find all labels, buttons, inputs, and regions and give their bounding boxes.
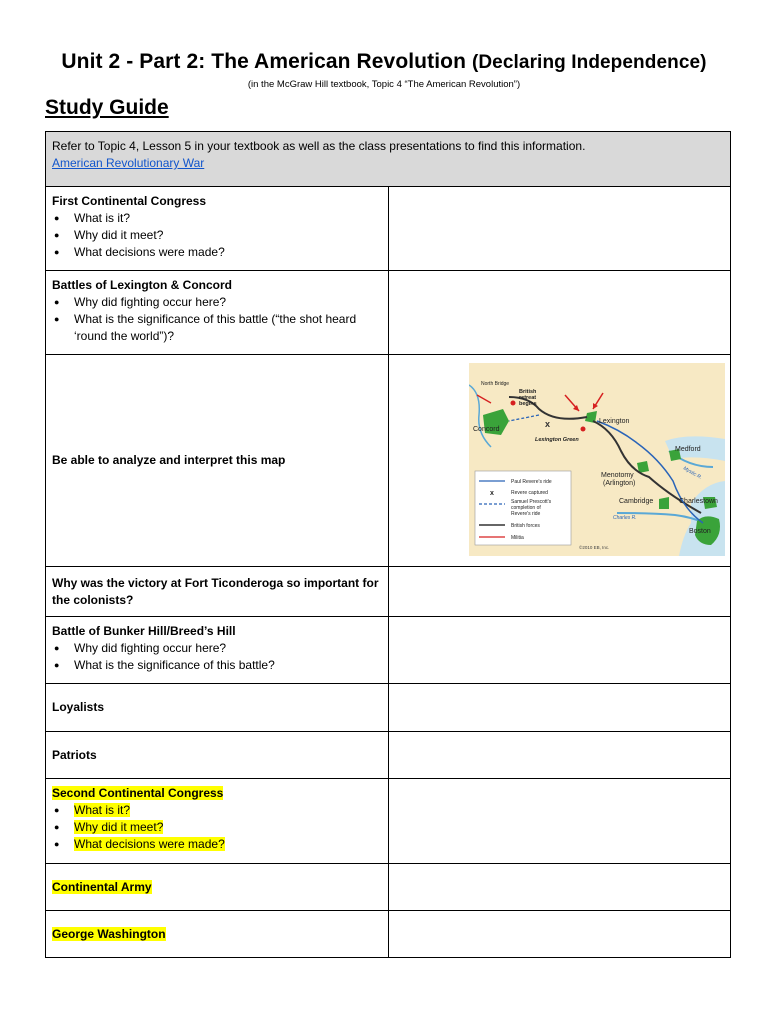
row-fort-ticonderoga bbox=[46, 567, 731, 617]
answer-cell[interactable] bbox=[388, 864, 731, 911]
answer-cell[interactable] bbox=[388, 567, 731, 617]
topic-cell bbox=[46, 779, 389, 864]
topic-title: Why was the victory at Fort Ticonderoga so important for the colonists? bbox=[46, 567, 389, 617]
map-label-concord: Concord bbox=[472, 426, 499, 433]
legend-british-forces: British forces bbox=[510, 523, 540, 529]
answer-cell[interactable] bbox=[388, 911, 731, 958]
map-label-medford: Medford bbox=[674, 446, 701, 453]
question-item: Why did it meet? bbox=[74, 820, 164, 834]
revolutionary-war-map bbox=[469, 363, 725, 556]
row-first-continental-congress bbox=[46, 187, 731, 271]
legend-revere-ride: Paul Revere's ride bbox=[510, 479, 552, 485]
map-label-boston: Boston bbox=[688, 528, 711, 535]
legend-prescott-2: completion of bbox=[510, 505, 541, 511]
svg-text:x: x bbox=[489, 490, 494, 497]
answer-cell[interactable] bbox=[388, 187, 731, 271]
question-item: What decisions were made? bbox=[74, 837, 225, 851]
study-guide-table bbox=[45, 131, 731, 958]
topic-title: George Washington bbox=[52, 926, 166, 941]
intro-text: Refer to Topic 4, Lesson 5 in your textbook as well as the class presentations to find this information. bbox=[52, 139, 586, 153]
answer-cell[interactable] bbox=[388, 779, 731, 864]
question-list bbox=[52, 294, 382, 345]
topic-title: Second Continental Congress bbox=[52, 786, 224, 800]
question-item: ● Why did fighting occur here? bbox=[52, 640, 382, 657]
map-callout-line-1: British bbox=[518, 389, 536, 395]
question-item: ● What is the significance of this battle? bbox=[52, 657, 382, 674]
question-item: ● What is the significance of this battle (“the shot heard ‘round the world”)? bbox=[52, 311, 382, 345]
map-label-charlestown: Charlestown bbox=[678, 498, 718, 505]
textbook-note: (in the McGraw Hill textbook, Topic 4 “The American Revolution”) bbox=[247, 79, 521, 90]
topic-title: Continental Army bbox=[52, 879, 152, 894]
question-list bbox=[52, 210, 382, 261]
row-patriots bbox=[46, 732, 731, 779]
page-title bbox=[0, 50, 768, 74]
question-list bbox=[52, 640, 382, 674]
map-label-arlington: (Arlington) bbox=[602, 480, 635, 487]
topic-title: Loyalists bbox=[46, 684, 389, 732]
topic-title: Patriots bbox=[46, 732, 389, 779]
question-list bbox=[52, 802, 382, 853]
study-guide-heading: Study Guide bbox=[45, 96, 169, 119]
map-label-menotomy: Menotomy bbox=[600, 472, 634, 479]
title-main: Unit 2 - Part 2: The American Revolution bbox=[61, 50, 466, 73]
topic-title: First Continental Congress bbox=[52, 194, 207, 208]
revolutionary-war-link[interactable]: American Revolutionary War bbox=[52, 156, 205, 170]
map-callout-line-2: retreat bbox=[518, 395, 536, 401]
map-cell bbox=[388, 355, 731, 567]
map-label-north-bridge: North Bridge bbox=[480, 381, 509, 387]
map-callout-line-3: begins bbox=[518, 401, 537, 407]
topic-title: Be able to analyze and interpret this map bbox=[46, 355, 389, 567]
row-second-continental-congress bbox=[46, 779, 731, 864]
map-copyright: ©2010 EB, Inc. bbox=[578, 545, 609, 550]
question-item: ● Why did fighting occur here? bbox=[52, 294, 382, 311]
row-lexington-concord bbox=[46, 271, 731, 355]
answer-cell[interactable] bbox=[388, 271, 731, 355]
map-label-lexington: Lexington bbox=[598, 418, 629, 425]
question-item: What is it? bbox=[74, 803, 131, 817]
row-continental-army bbox=[46, 864, 731, 911]
topic-cell bbox=[46, 864, 389, 911]
intro-cell bbox=[46, 132, 731, 187]
svg-text:x: x bbox=[544, 419, 550, 429]
map-label-mystic-river: Mystic R. bbox=[681, 465, 703, 482]
answer-cell[interactable] bbox=[388, 732, 731, 779]
topic-title: Battles of Lexington & Concord bbox=[52, 278, 232, 292]
question-item: ● Why did it meet? bbox=[52, 227, 382, 244]
topic-cell bbox=[46, 617, 389, 684]
question-item: ● What is it? bbox=[52, 210, 382, 227]
map-label-cambridge: Cambridge bbox=[618, 498, 653, 505]
topic-title: Battle of Bunker Hill/Breed’s Hill bbox=[52, 624, 236, 638]
legend-prescott-1: Samuel Prescott's bbox=[510, 499, 551, 505]
answer-cell[interactable] bbox=[388, 617, 731, 684]
row-bunker-hill bbox=[46, 617, 731, 684]
legend-revere-captured: Revere captured bbox=[510, 490, 548, 496]
map-label-charles-river: Charles R. bbox=[612, 515, 637, 521]
row-map bbox=[46, 355, 731, 567]
topic-cell bbox=[46, 271, 389, 355]
topic-cell bbox=[46, 187, 389, 271]
legend-prescott-3: Revere's ride bbox=[510, 511, 540, 517]
legend-militia: Militia bbox=[510, 535, 524, 541]
map-label-lexington-green: Lexington Green bbox=[534, 437, 579, 443]
question-item: ● What decisions were made? bbox=[52, 244, 382, 261]
title-subtitle: (Declaring Independence) bbox=[471, 52, 707, 73]
row-loyalists bbox=[46, 684, 731, 732]
row-george-washington bbox=[46, 911, 731, 958]
answer-cell[interactable] bbox=[388, 684, 731, 732]
topic-cell bbox=[46, 911, 389, 958]
